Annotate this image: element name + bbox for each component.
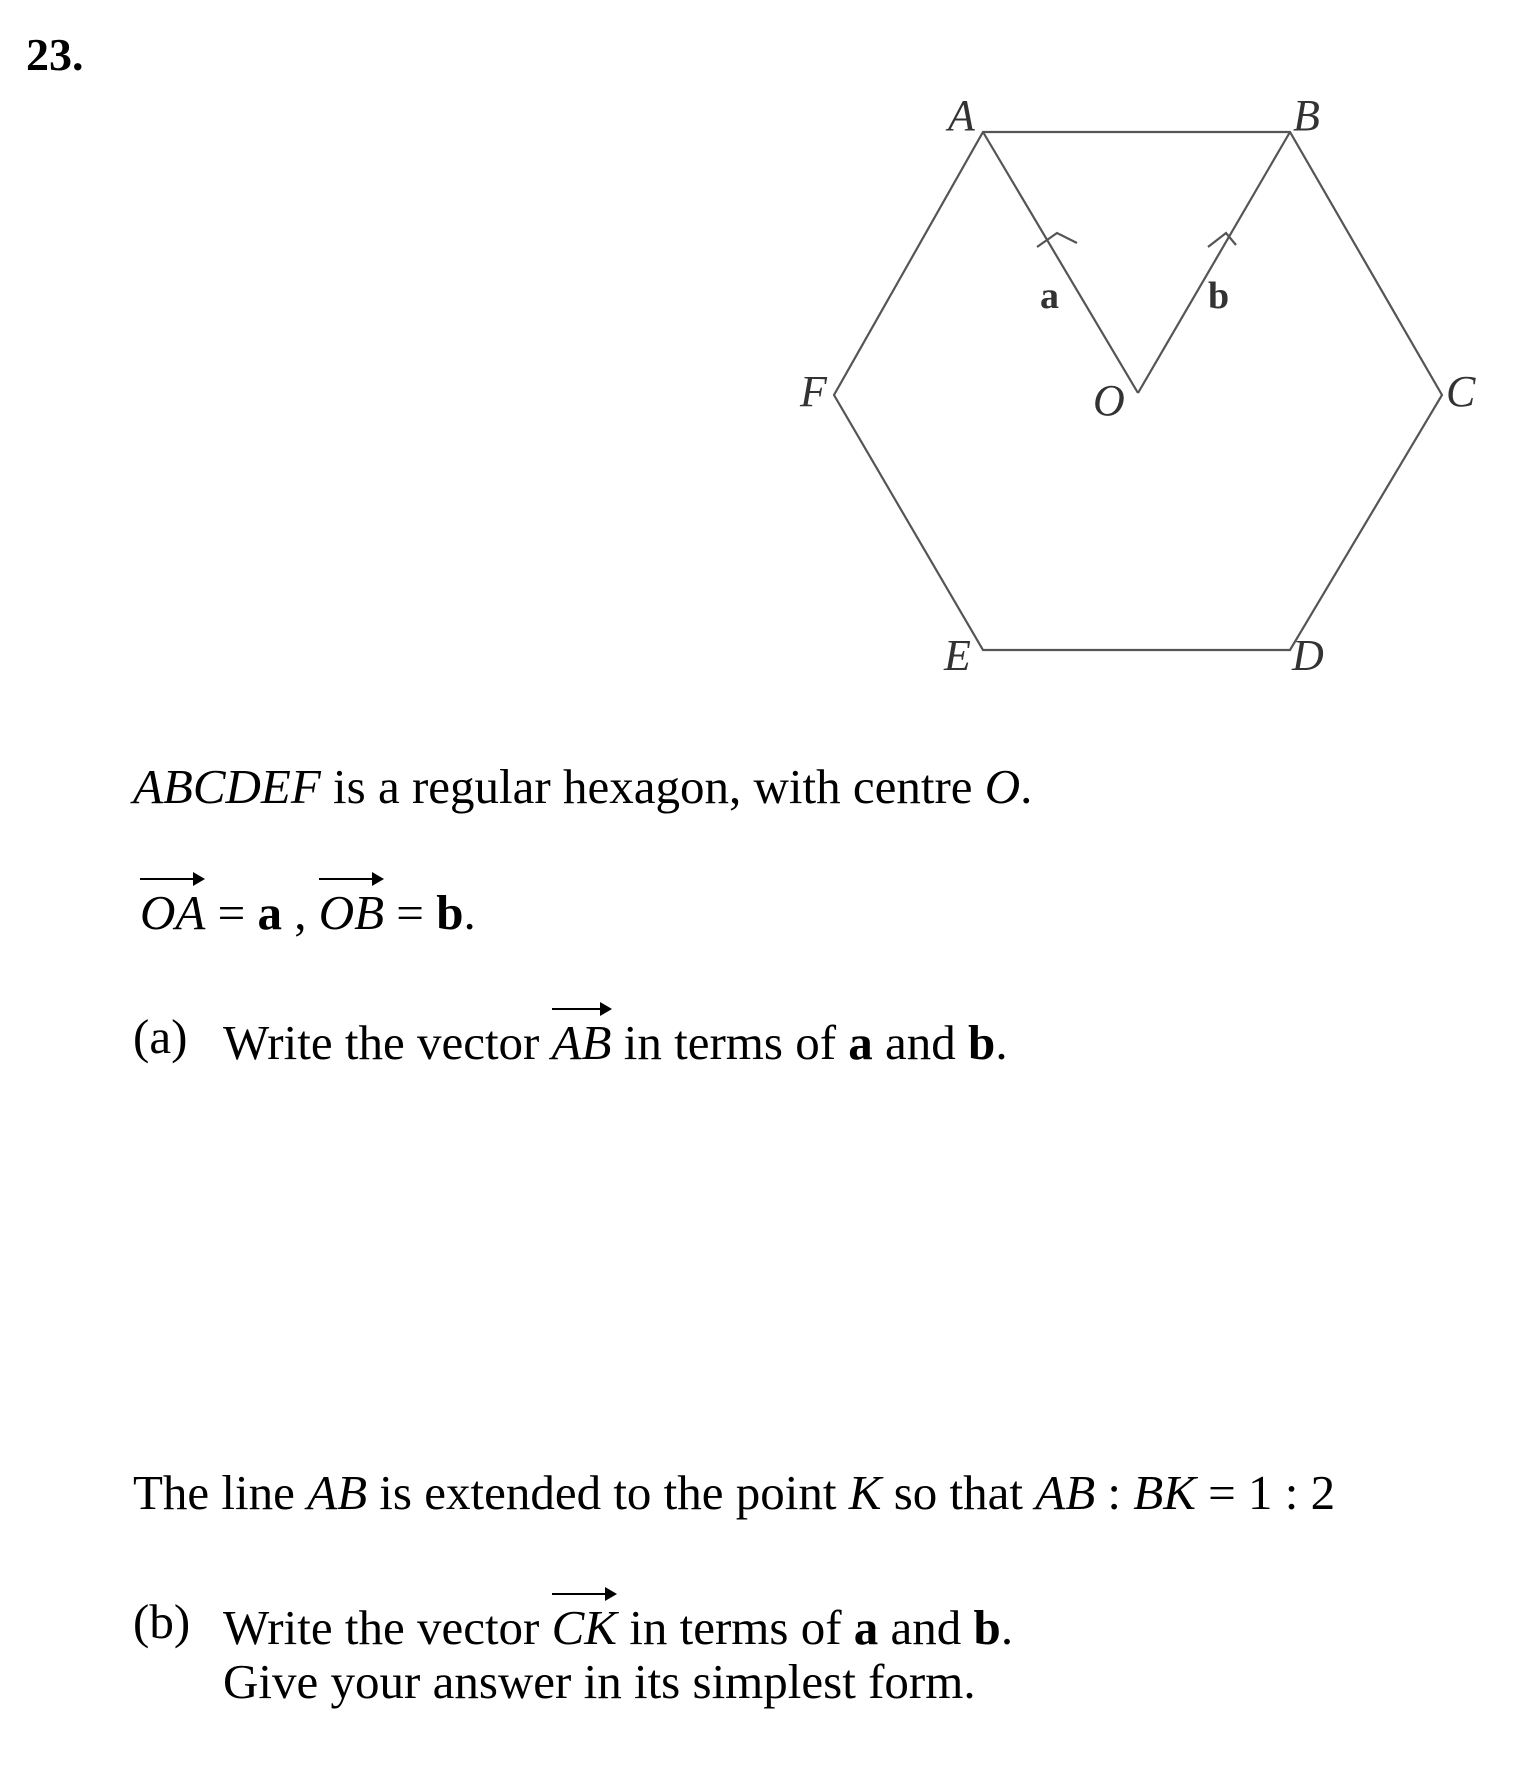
- intro-sentence: [133, 758, 1032, 815]
- vertex-label-c: C: [1446, 367, 1476, 416]
- intro-text: is a regular hexagon, with centre: [320, 759, 985, 814]
- extension-mid: is extended to the point: [367, 1465, 849, 1520]
- separator: ,: [281, 885, 319, 940]
- extension-line: AB: [307, 1465, 368, 1520]
- vector-b-arrowhead: [1208, 233, 1236, 247]
- vector-label-b: b: [1208, 275, 1230, 317]
- part-a-end: .: [995, 1015, 1008, 1070]
- intro-centre: O: [984, 759, 1021, 814]
- equals-1: =: [205, 885, 258, 940]
- vector-ob: OB: [319, 878, 384, 941]
- question-number: 23.: [26, 29, 84, 80]
- part-b-b: b: [973, 1600, 1001, 1655]
- extension-point: K: [848, 1465, 882, 1520]
- ratio-left: AB: [1035, 1465, 1096, 1520]
- vector-label-a: a: [1040, 275, 1059, 317]
- part-b-text: [223, 1593, 1013, 1656]
- value-a: a: [257, 885, 282, 940]
- part-b-a: a: [853, 1600, 879, 1655]
- vertex-label-d: D: [1292, 631, 1324, 680]
- vector-b-line: [1138, 132, 1290, 393]
- ratio-colon: :: [1095, 1465, 1134, 1520]
- vector-definitions: [140, 878, 476, 941]
- part-a-label: (a): [133, 1009, 188, 1064]
- part-b-pre: Write the vector: [223, 1600, 552, 1655]
- vertex-label-f: F: [800, 367, 827, 416]
- part-a-text: [223, 1008, 1008, 1071]
- part-b-mid: in terms of: [617, 1600, 854, 1655]
- definitions-end: .: [463, 885, 476, 940]
- equals-2: =: [384, 885, 437, 940]
- vertex-label-b: B: [1293, 91, 1320, 140]
- hexagon-diagram: [0, 0, 1521, 700]
- part-b-and: and: [878, 1600, 974, 1655]
- vector-oa: OA: [140, 878, 205, 941]
- centre-label-o: O: [1093, 376, 1125, 425]
- extension-sentence: [133, 1464, 1335, 1521]
- extension-so: so that: [881, 1465, 1036, 1520]
- part-a-mid: in terms of: [611, 1015, 849, 1070]
- part-a-pre: Write the vector: [223, 1015, 552, 1070]
- part-b-label: (b): [133, 1594, 191, 1649]
- part-a-a: a: [848, 1015, 873, 1070]
- vector-a-line: [983, 132, 1138, 393]
- part-b-instruction: Give your answer in its simplest form.: [223, 1654, 976, 1709]
- part-b-end: .: [1000, 1600, 1014, 1655]
- value-b: b: [436, 885, 464, 940]
- vertex-label-a: A: [948, 91, 975, 140]
- extension-pre: The line: [133, 1465, 308, 1520]
- vector-ck: CK: [552, 1593, 617, 1656]
- vector-ab: AB: [552, 1008, 612, 1071]
- ratio-value: = 1 : 2: [1195, 1465, 1336, 1520]
- part-a-and: and: [872, 1015, 969, 1070]
- vertex-label-e: E: [944, 631, 971, 680]
- intro-end: .: [1020, 759, 1033, 814]
- part-a-b: b: [968, 1015, 996, 1070]
- hexagon-name: ABCDEF: [133, 759, 321, 814]
- ratio-right: BK: [1133, 1465, 1196, 1520]
